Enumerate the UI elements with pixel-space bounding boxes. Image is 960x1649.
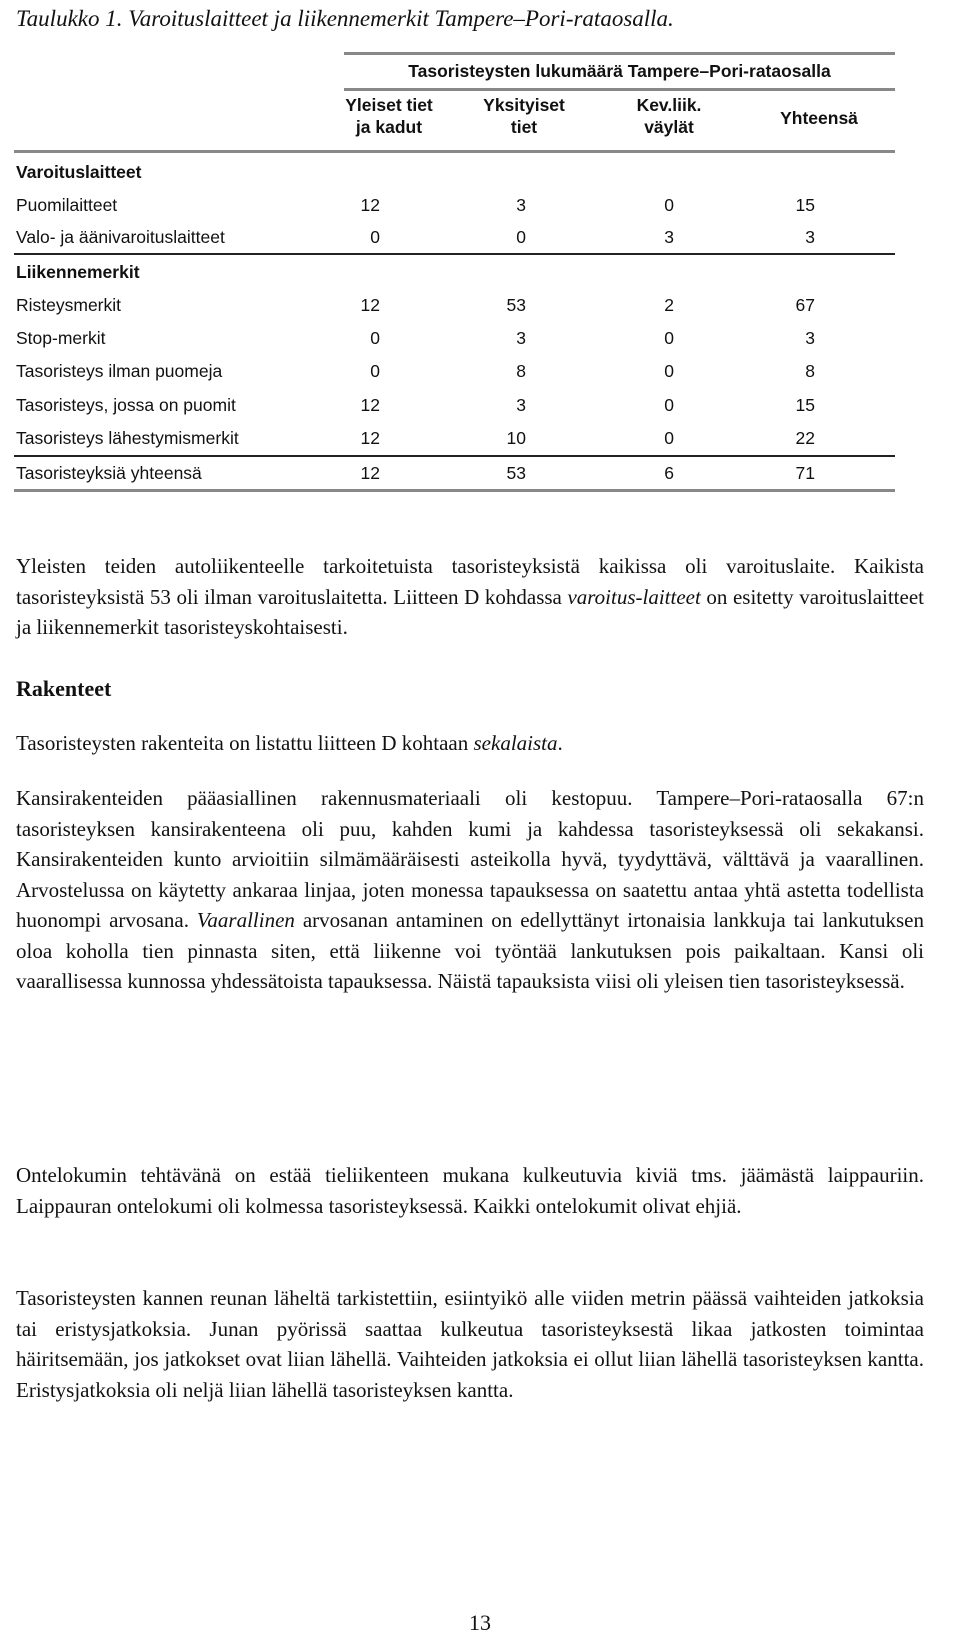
row-label: Valo- ja äänivaroituslaitteet — [16, 227, 225, 247]
table-bottom-rule — [14, 489, 895, 492]
row-label: Stop-merkit — [16, 328, 106, 348]
paragraph-rail-joints: Tasoristeysten kannen reunan läheltä tarkistettiin, esiintyikö alle viiden metrin päässä vaihteiden jatkoksia tai eristysjatkoksia. Junan pyörissä saattaa kulkeutua tasoristeyksestä likaa jatkosten toimintaa häiritsemään, jos jatkokset ovat liian lähellä. Vaihteiden jatkoksia ei ollut liian lähellä tasoristeyksen kantta. Eristysjatkoksia oli neljä liian lähellä tasoristeyksen kantta. — [16, 1286, 924, 1402]
row-label: Puomilaitteet — [16, 195, 118, 215]
cell-value: 8 — [805, 361, 815, 381]
row-label: Tasoristeys lähestymismerkit — [16, 428, 239, 448]
super-header: Tasoristeysten lukumäärä Tampere–Pori-rataosalla — [408, 61, 831, 81]
cell-value: 8 — [516, 361, 526, 381]
header-bottom-rule — [14, 150, 895, 153]
section-heading-structures: Rakenteet — [16, 676, 112, 701]
total-rule — [14, 455, 895, 457]
cell-value: 0 — [664, 361, 674, 381]
cell-value: 53 — [506, 295, 526, 315]
paragraph-structures-list: Tasoristeysten rakenteita on listattu liitteen D kohtaan sekalaista. — [16, 731, 563, 755]
section-rule — [14, 253, 895, 255]
cell-value: 3 — [516, 395, 526, 415]
super-header-rule — [344, 88, 895, 91]
col-header-light-traffic: Kev.liik. väylät — [636, 95, 702, 137]
cell-value: 0 — [370, 227, 380, 247]
cell-value: 10 — [506, 428, 526, 448]
cell-value: 2 — [664, 295, 674, 315]
cell-value: 3 — [805, 328, 815, 348]
table-caption: Taulukko 1. Varoituslaitteet ja liikennemerkit Tampere–Pori-rataosalla. — [16, 6, 674, 31]
cell-value: 12 — [360, 395, 380, 415]
cell-value: 3 — [516, 328, 526, 348]
cell-value: 0 — [664, 195, 674, 215]
paragraph-deck-structures: Kansirakenteiden pääasiallinen rakennusmateriaali oli kestopuu. Tampere–Pori-rataosalla 67:n tasoristeyksen kansirakenteena oli puu, kahden kumi ja kahdessa tasoristeyksessä oli sekakansi. Kansirakenteiden kunto arvioitiin silmämääräisesti asteikolla hyvä, tyydyttävä, välttävä ja vaarallinen. Arvostelussa on käytetty ankaraa linjaa, joten monessa tapauksessa on saatettu antaa yhtä astetta todellista huonompi arvosana. Vaarallinen arvosanan antaminen on edellyttänyt irtonaisia lankkuja tai lankutuksen oloa koholla tien pinnasta siten, että liikenne voi työntää lankutuksen pois paikaltaan. Kansi oli vaarallisessa kunnossa yhdessätoista tapauksessa. Näistä tapauksista viisi oli yleisen tien tasoristeyksessä. — [16, 786, 924, 993]
cell-value: 3 — [664, 227, 674, 247]
section-title-traffic-signs: Liikennemerkit — [16, 262, 140, 282]
total-value: 71 — [795, 463, 815, 483]
total-value: 12 — [360, 463, 380, 483]
cell-value: 22 — [795, 428, 815, 448]
cell-value: 12 — [360, 195, 380, 215]
cell-value: 0 — [370, 361, 380, 381]
cell-value: 3 — [805, 227, 815, 247]
page-number: 13 — [469, 1610, 491, 1635]
paragraph-flangeway-rubber: Ontelokumin tehtävänä on estää tieliikenteen mukana kulkeutuvia kiviä tms. jäämästä laippauriin. Laippauran ontelokumi oli kolmessa tasoristeyksessä. Kaikki ontelokumit olivat ehjiä. — [16, 1163, 924, 1218]
row-label: Tasoristeys ilman puomeja — [16, 361, 223, 381]
row-label: Tasoristeys, jossa on puomit — [16, 395, 236, 415]
paragraph-warning-devices: Yleisten teiden autoliikenteelle tarkoitetuista tasoristeyksistä kaikissa oli varoituslaite. Kaikista tasoristeyksistä 53 oli ilman varoituslaitetta. Liitteen D kohdassa varoitus-laitteet on esitetty varoituslaitteet ja liikennemerkit tasoristeyskohtaisesti. — [16, 554, 924, 639]
col-header-total: Yhteensä — [780, 108, 858, 128]
cell-value: 0 — [516, 227, 526, 247]
table-top-rule — [344, 52, 895, 55]
cell-value: 67 — [795, 295, 815, 315]
total-value: 53 — [506, 463, 526, 483]
crossings-table — [14, 52, 924, 522]
cell-value: 15 — [795, 195, 815, 215]
cell-value: 3 — [516, 195, 526, 215]
cell-value: 0 — [664, 328, 674, 348]
section-title-warning-devices: Varoituslaitteet — [16, 162, 142, 182]
row-label: Risteysmerkit — [16, 295, 122, 315]
cell-value: 15 — [795, 395, 815, 415]
cell-value: 0 — [664, 428, 674, 448]
cell-value: 12 — [360, 295, 380, 315]
col-header-public-roads: Yleiset tiet ja kadut — [345, 95, 433, 137]
col-header-private-roads: Yksityiset tiet — [483, 95, 565, 137]
total-row-label: Tasoristeyksiä yhteensä — [16, 463, 202, 483]
cell-value: 0 — [370, 328, 380, 348]
cell-value: 0 — [664, 395, 674, 415]
cell-value: 12 — [360, 428, 380, 448]
total-value: 6 — [664, 463, 674, 483]
